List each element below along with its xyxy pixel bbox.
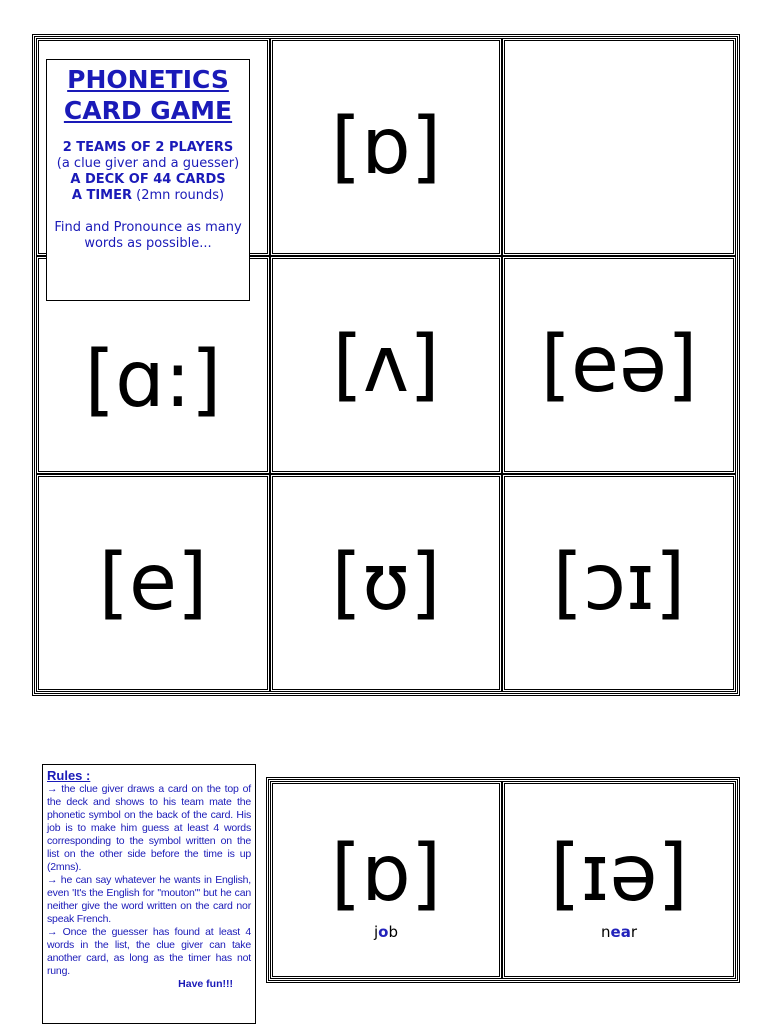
title-line-1: PHONETICS — [67, 65, 229, 94]
card-symbol: [e] — [98, 538, 208, 628]
teams-detail: (a clue giver and a guesser) — [56, 156, 240, 171]
title-line-2: CARD GAME — [63, 96, 233, 125]
card-symbol: [eə] — [540, 320, 698, 410]
card-3 — [502, 38, 736, 256]
timer-detail: (2mn rounds) — [136, 188, 225, 203]
rules-footer — [47, 978, 251, 991]
have-fun-text: Have fun!!! — [178, 978, 233, 990]
find-text: Find and Pronounce as many words as possible... — [54, 220, 242, 251]
card-symbol: [ɔɪ] — [552, 538, 686, 628]
rules-paragraph-3: → Once the guesser has found at least 4 words in the list, the clue giver can take another card, as long as the timer has not rung. — [47, 926, 251, 977]
bottom-card-1 — [270, 781, 502, 979]
card-example-word: near — [601, 923, 637, 941]
rules-heading: Rules : — [47, 768, 91, 783]
card-7 — [36, 474, 270, 692]
timer-text: A TIMER — [71, 188, 132, 203]
card-symbol: [ɒ] — [330, 829, 442, 919]
game-info — [51, 140, 245, 204]
rules-paragraph-1: → the clue giver draws a card on the top of the deck and shows to his team mate the phonetic symbol on the back of the card. His job is to make him guess at least 4 words corresponding to the symbol written on the list on the other side before the time is up (2mns). — [47, 783, 251, 873]
rules-box — [42, 764, 256, 1024]
card-8 — [270, 474, 502, 692]
card-9 — [502, 474, 736, 692]
card-2 — [270, 38, 502, 256]
teams-text: 2 TEAMS OF 2 PLAYERS — [62, 140, 234, 155]
deck-text: A DECK OF 44 CARDS — [70, 172, 226, 187]
card-5 — [270, 256, 502, 474]
card-symbol: [ɪə] — [550, 829, 688, 919]
card-example-word: job — [373, 923, 398, 941]
card-symbol: [ɒ] — [330, 102, 442, 192]
bottom-card-2 — [502, 781, 736, 979]
card-symbol: [ʊ] — [331, 538, 441, 628]
rules-paragraph-2: → he can say whatever he wants in English, even 'It's the English for "mouton"' but he can neither give the word written on the card nor speak French. — [47, 874, 251, 925]
game-title-box — [46, 59, 250, 301]
card-symbol: [ʌ] — [332, 320, 440, 410]
card-6 — [502, 256, 736, 474]
card-symbol: [ɑ:] — [84, 335, 222, 425]
